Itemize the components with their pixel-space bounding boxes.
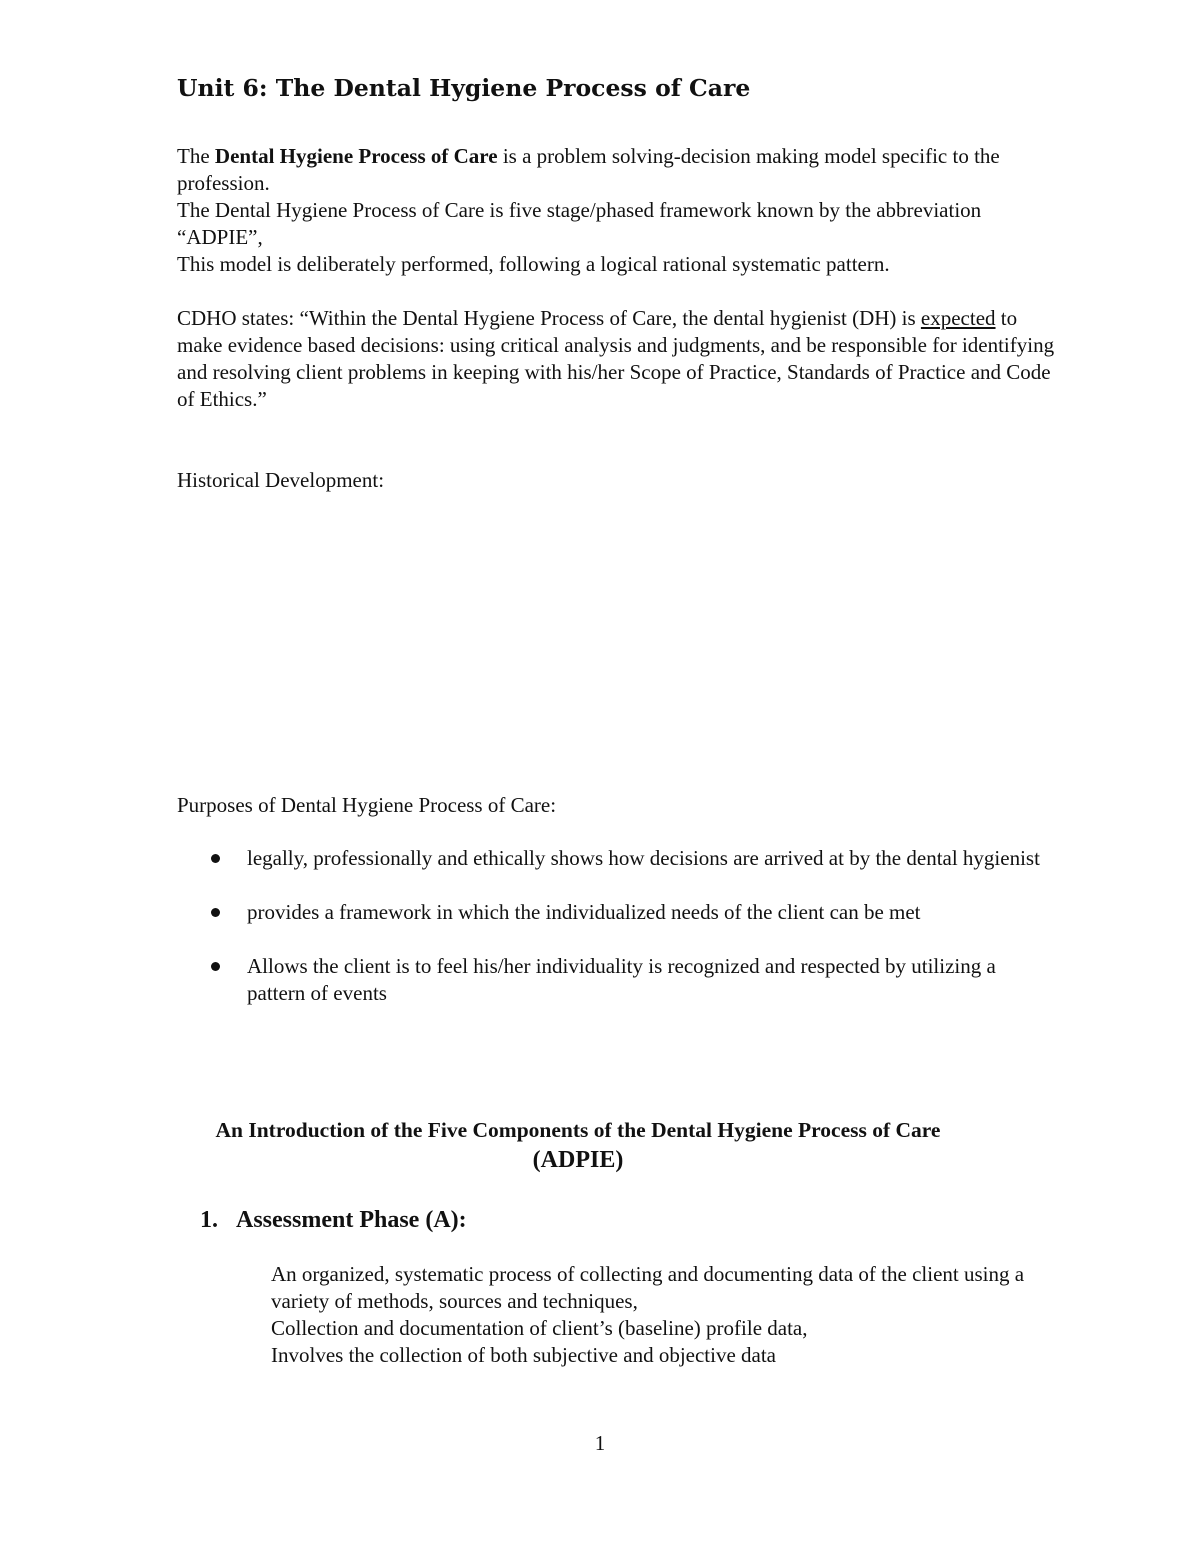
page-title: Unit 6: The Dental Hygiene Process of Care	[177, 74, 751, 102]
list-item	[177, 845, 1057, 872]
phase-line: Collection and documentation of client’s (baseline) profile data,	[271, 1316, 808, 1340]
section-heading-title: An Introduction of the Five Components of the Dental Hygiene Process of Care	[215, 1118, 941, 1142]
cdho-text: CDHO states: “Within the Dental Hygiene Process of Care, the dental hygienist (DH) is	[177, 306, 921, 330]
phase-line: An organized, systematic process of collecting and documenting data of the client using a variety of methods, sources and techniques,	[271, 1262, 1025, 1313]
historical-development-label: Historical Development:	[177, 468, 385, 492]
bullet-icon	[211, 854, 220, 863]
assessment-phase-heading	[200, 1204, 467, 1236]
section-heading-subtitle: (ADPIE)	[532, 1147, 624, 1173]
purposes-heading: Purposes of Dental Hygiene Process of Care:	[177, 793, 557, 817]
intro-line-1	[177, 143, 1057, 197]
purposes-list	[177, 845, 1057, 1034]
intro-bold-term: Dental Hygiene Process of Care	[214, 144, 498, 168]
list-item-text: Allows the client is to feel his/her individuality is recognized and respected by utilizing a pattern of events	[247, 954, 996, 1005]
assessment-phase-body	[271, 1261, 1071, 1369]
bullet-icon	[211, 908, 220, 917]
list-item	[177, 899, 1057, 926]
phase-line: Involves the collection of both subjective and objective data	[271, 1343, 777, 1367]
page-number: 1	[594, 1431, 606, 1455]
intro-text: is a problem solving-decision making model specific to the profession.	[177, 144, 1000, 195]
intro-text: The	[177, 144, 215, 168]
intro-paragraph	[177, 143, 1057, 278]
cdho-text: to make evidence based decisions: using critical analysis and judgments, and be responsible for identifying and resolving client problems in keeping with his/her Scope of Practice, Standards of Practice and Code of Ethics.”	[177, 306, 1055, 411]
cdho-underlined-word: expected	[920, 306, 996, 330]
intro-line-2: The Dental Hygiene Process of Care is five stage/phased framework known by the abbreviation “ADPIE”,	[177, 198, 982, 249]
phase-number: 1.	[200, 1207, 218, 1233]
list-item	[177, 953, 1057, 1007]
phase-title: Assessment Phase (A):	[236, 1207, 467, 1233]
intro-line-3: This model is deliberately performed, following a logical rational systematic pattern.	[177, 252, 890, 276]
list-item-text: provides a framework in which the individualized needs of the client can be met	[247, 900, 921, 924]
bullet-icon	[211, 962, 220, 971]
cdho-quote	[177, 305, 1057, 413]
list-item-text: legally, professionally and ethically shows how decisions are arrived at by the dental hygienist	[247, 846, 1040, 870]
section-heading	[100, 1116, 1056, 1176]
